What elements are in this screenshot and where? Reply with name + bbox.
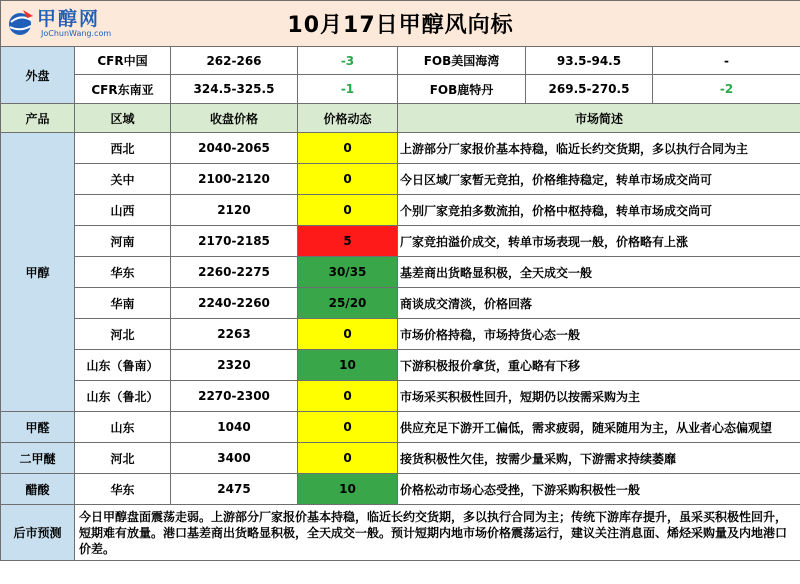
price-cell: 2475 (171, 474, 298, 505)
logo (5, 4, 115, 42)
foreign-name: FOB美国海湾 (398, 47, 526, 75)
market-note: 上游部分厂家报价基本持稳，临近长约交货期，多以执行合同为主 (398, 133, 800, 164)
foreign-price: 324.5-325.5 (171, 75, 298, 104)
change-cell: 25/20 (298, 288, 398, 319)
price-cell: 2100-2120 (171, 164, 298, 195)
region-cell: 关中 (75, 164, 171, 195)
region-cell: 山东 (75, 412, 171, 443)
foreign-price: 262-266 (171, 47, 298, 75)
region-cell: 华东 (75, 474, 171, 505)
table-row (1, 226, 800, 257)
header-change: 价格动态 (298, 104, 398, 133)
region-cell: 河北 (75, 443, 171, 474)
product-label: 甲醇 (1, 133, 75, 412)
price-cell: 3400 (171, 443, 298, 474)
forecast-label: 后市预测 (1, 505, 75, 561)
region-cell: 山东（鲁北） (75, 381, 171, 412)
foreign-change: -1 (298, 75, 398, 104)
price-cell: 2270-2300 (171, 381, 298, 412)
change-cell: 0 (298, 319, 398, 350)
region-cell: 西北 (75, 133, 171, 164)
region-cell: 河北 (75, 319, 171, 350)
foreign-label: 外盘 (1, 47, 75, 104)
price-cell: 2170-2185 (171, 226, 298, 257)
market-note: 厂家竞拍溢价成交，转单市场表现一般，价格略有上涨 (398, 226, 800, 257)
product-label: 二甲醚 (1, 443, 75, 474)
table-row (1, 381, 800, 412)
change-cell: 0 (298, 195, 398, 226)
title-row (1, 1, 800, 47)
change-cell: 10 (298, 350, 398, 381)
header-market: 市场简述 (398, 104, 800, 133)
forecast-text: 今日甲醇盘面震荡走弱。上游部分厂家报价基本持稳，临近长约交货期，多以执行合同为主；传统下游库存提升，虽采买积极性回升，短期难有放量。港口基差商出货略显积极，全天成交一般。预计短期内地市场价格震荡运行，建议关注消息面、烯烃采购量及内地港口价差。 (75, 505, 800, 561)
foreign-name: CFR东南亚 (75, 75, 171, 104)
header-product: 产品 (1, 104, 75, 133)
change-cell: 0 (298, 164, 398, 195)
region-cell: 山西 (75, 195, 171, 226)
market-note: 价格松动市场心态受挫，下游采购积极性一般 (398, 474, 800, 505)
change-cell: 10 (298, 474, 398, 505)
logo-en-text: JoChunWang.com (41, 29, 112, 38)
table-row (1, 133, 800, 164)
header-price: 收盘价格 (171, 104, 298, 133)
foreign-change: -3 (298, 47, 398, 75)
table-row (1, 164, 800, 195)
market-note: 个别厂家竞拍多数流拍，价格中枢持稳，转单市场成交尚可 (398, 195, 800, 226)
market-note: 市场价格持稳，市场持货心态一般 (398, 319, 800, 350)
price-cell: 2320 (171, 350, 298, 381)
change-cell: 0 (298, 133, 398, 164)
price-cell: 2260-2275 (171, 257, 298, 288)
foreign-name: CFR中国 (75, 47, 171, 75)
foreign-change: - (653, 47, 800, 75)
foreign-price: 93.5-94.5 (526, 47, 653, 75)
region-cell: 华南 (75, 288, 171, 319)
logo-globe-icon (7, 8, 35, 38)
market-note: 下游积极报价拿货，重心略有下移 (398, 350, 800, 381)
market-note: 接货积极性欠佳，按需少量采购，下游需求持续萎靡 (398, 443, 800, 474)
table-row (1, 474, 800, 505)
price-cell: 2040-2065 (171, 133, 298, 164)
change-cell: 0 (298, 443, 398, 474)
foreign-change: -2 (653, 75, 800, 104)
foreign-name: FOB鹿特丹 (398, 75, 526, 104)
product-label: 醋酸 (1, 474, 75, 505)
region-cell: 华东 (75, 257, 171, 288)
price-cell: 1040 (171, 412, 298, 443)
table-row (1, 288, 800, 319)
region-cell: 山东（鲁南） (75, 350, 171, 381)
header-region: 区域 (75, 104, 171, 133)
foreign-price: 269.5-270.5 (526, 75, 653, 104)
table-row (1, 195, 800, 226)
price-cell: 2240-2260 (171, 288, 298, 319)
market-note: 今日区域厂家暂无竞拍，价格维持稳定，转单市场成交尚可 (398, 164, 800, 195)
market-note: 商谈成交清淡，价格回落 (398, 288, 800, 319)
change-cell: 5 (298, 226, 398, 257)
market-note: 市场采买积极性回升，短期仍以按需采购为主 (398, 381, 800, 412)
table-row (1, 443, 800, 474)
market-note: 供应充足下游开工偏低，需求疲弱，随采随用为主，从业者心态偏观望 (398, 412, 800, 443)
change-cell: 30/35 (298, 257, 398, 288)
region-cell: 河南 (75, 226, 171, 257)
market-note: 基差商出货略显积极，全天成交一般 (398, 257, 800, 288)
table-row (1, 412, 800, 443)
table-row (1, 350, 800, 381)
page-title: 10月17日甲醇风向标 (287, 13, 514, 38)
table-row (1, 257, 800, 288)
logo-cn-text: 甲醇网 (37, 8, 101, 30)
price-cell: 2120 (171, 195, 298, 226)
price-cell: 2263 (171, 319, 298, 350)
change-cell: 0 (298, 381, 398, 412)
product-label: 甲醛 (1, 412, 75, 443)
change-cell: 0 (298, 412, 398, 443)
table-row (1, 319, 800, 350)
